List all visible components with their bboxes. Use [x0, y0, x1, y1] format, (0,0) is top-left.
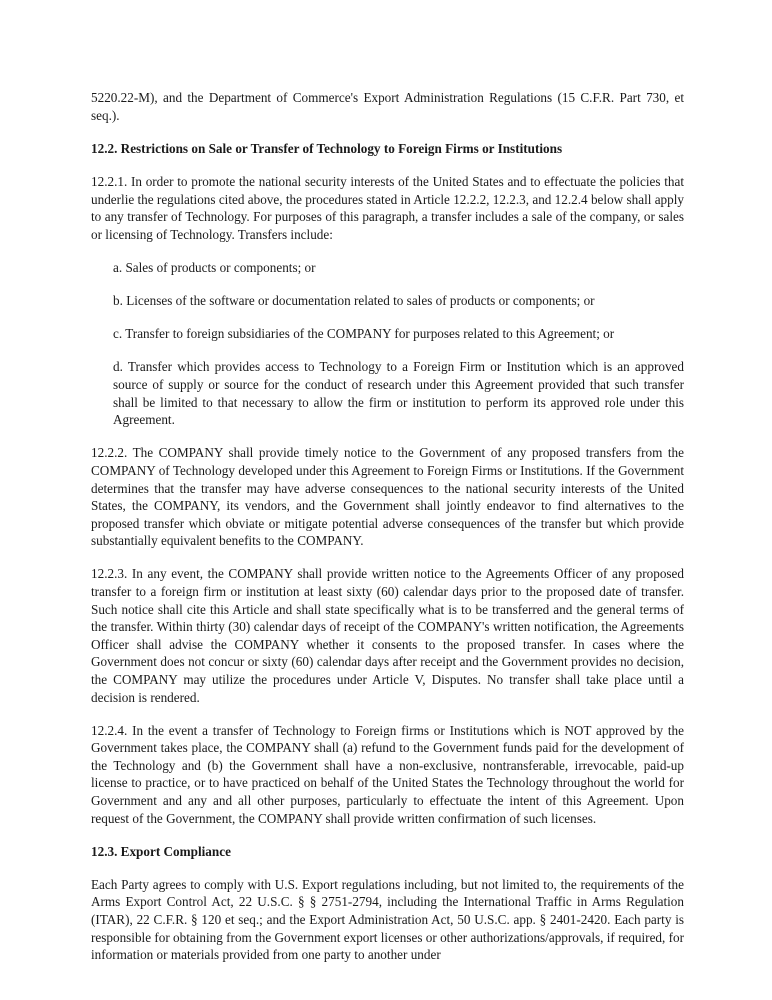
continuation-paragraph: 5220.22-M), and the Department of Commerce's Export Administration Regulations (15 C.F.R. Part 730, et seq.). — [91, 90, 684, 123]
section-heading-12-3: 12.3. Export Compliance — [91, 843, 231, 859]
paragraph-12-2-2: 12.2.2. The COMPANY shall provide timely notice to the Government of any proposed transfers from the COMPANY of Technology developed under this Agreement to Foreign Firms or Institutions. If the Government determines that the transfer may have adverse consequences to the national security interests of the United States, the COMPANY, its vendors, and the Government shall jointly endeavor to find alternatives to the proposed transfer which obviate or mitigate potential adverse consequences of the transfer but which provide substantially equivalent benefits to the COMPANY. — [91, 445, 684, 549]
list-item-d: d. Transfer which provides access to Technology to a Foreign Firm or Institution which is an approved source of supply or source for the conduct of research under this Agreement provided that such transfer shall be limited to that necessary to allow the firm or institution to perform its approved role under this Agreement. — [113, 359, 684, 428]
list-item-c: c. Transfer to foreign subsidiaries of the COMPANY for purposes related to this Agreement; or — [113, 326, 615, 342]
paragraph-12-2-3: 12.2.3. In any event, the COMPANY shall provide written notice to the Agreements Officer of any proposed transfer to a foreign firm or institution at least sixty (60) calendar days prior to the proposed date of transfer. Such notice shall cite this Article and shall state specifically what is to be transferred and the general terms of the transfer. Within thirty (30) calendar days of receipt of the COMPANY's written notification, the Agreements Officer shall advise the COMPANY whether it consents to the proposed transfer. In cases where the Government does not concur or sixty (60) calendar days after receipt and the Government provides no decision, the COMPANY may utilize the procedures under Article V, Disputes. No transfer shall take place until a decision is rendered. — [91, 566, 684, 705]
document-page — [91, 89, 684, 979]
section-heading-12-2: 12.2. Restrictions on Sale or Transfer of Technology to Foreign Firms or Institutions — [91, 141, 563, 157]
paragraph-12-2-1: 12.2.1. In order to promote the national security interests of the United States and to effectuate the policies that underlie the regulations cited above, the procedures stated in Article 12.2.2, 12.2.3, and 12.2.4 below shall apply to any transfer of Technology. For purposes of this paragraph, a transfer includes a sale of the company, or sales or licensing of Technology. Transfers include: — [91, 174, 684, 243]
list-item-b: b. Licenses of the software or documentation related to sales of products or components; or — [113, 293, 595, 309]
paragraph-12-2-4: 12.2.4. In the event a transfer of Technology to Foreign firms or Institutions which is NOT approved by the Government takes place, the COMPANY shall (a) refund to the Government funds paid for the development of the Technology and (b) the Government shall have a non-exclusive, nontransferable, irrevocable, paid-up license to practice, or to have practiced on behalf of the United States the Technology throughout the world for Government and any and all other purposes, particularly to effectuate the intent of this Agreement. Upon request of the Government, the COMPANY shall provide written confirmation of such licenses. — [91, 722, 684, 826]
paragraph-12-3: Each Party agrees to comply with U.S. Export regulations including, but not limited to, the requirements of the Arms Export Control Act, 22 U.S.C. § § 2751-2794, including the International Traffic in Arms Regulation (ITAR), 22 C.F.R. § 120 et seq.; and the Export Administration Act, 50 U.S.C. app. § 2401-2420. Each party is responsible for obtaining from the Government export licenses or other authorizations/approvals, if required, for information or materials provided from one party to another under — [91, 876, 684, 963]
list-item-a: a. Sales of products or components; or — [113, 260, 316, 276]
